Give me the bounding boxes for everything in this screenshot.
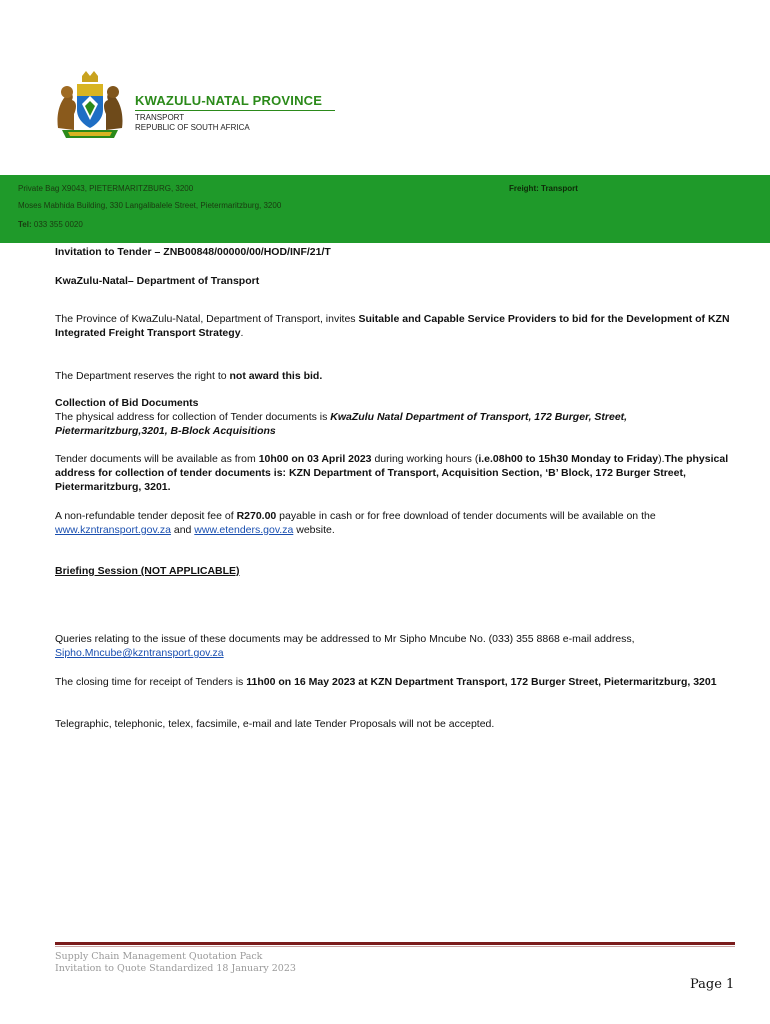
physical-address: Moses Mabhida Building, 330 Langalibalele Street, Pietermaritzburg, 3200 (18, 201, 282, 210)
availability-date: 10h00 on 03 April 2023 (258, 453, 372, 465)
address-band (0, 175, 770, 243)
deposit-text-a: A non-refundable tender deposit fee of (55, 510, 237, 522)
telephone-value: 033 355 0020 (31, 220, 83, 229)
brand-country: REPUBLIC OF SOUTH AFRICA (135, 123, 250, 132)
paragraph-invitation-bold: Suitable and Capable Service Providers to bid for the Development of KZN Integrated Freight Transport Strategy (55, 313, 730, 339)
availability-text-c: during working hours ( (371, 453, 479, 465)
deposit-text-d: and (170, 524, 195, 536)
telephone-label: Tel: (18, 220, 32, 229)
kzntransport-link[interactable]: www.kzntransport.gov.za (55, 524, 171, 536)
coat-of-arms-icon (52, 70, 128, 140)
brand-divider (135, 110, 335, 111)
deposit-text-c: payable in cash or for free download of tender documents will be available on the (276, 510, 656, 522)
paragraph-closing-time (55, 675, 735, 689)
brand-title: KWAZULU-NATAL PROVINCE (135, 93, 323, 108)
paragraph-availability (55, 452, 735, 494)
availability-address: The physical address for collection of tender documents is: KZN Department of Transport, Acquisition Section, ‘B’ Block, 172 Burger Street, Pietermaritzburg, 3201. (55, 453, 729, 493)
brand-block (135, 93, 335, 133)
deposit-text-e: website. (293, 524, 335, 536)
paragraph-collection-text: The physical address for collection of Tender documents is (55, 411, 331, 423)
closing-time-details: 11h00 on 16 May 2023 at KZN Department Transport, 172 Burger Street, Pietermaritzburg, 3201 (246, 676, 717, 688)
paragraph-invitation-text: The Province of KwaZulu-Natal, Department of Transport, invites (55, 313, 359, 325)
postal-address: Private Bag X9043, PIETERMARITZBURG, 3200 (18, 184, 194, 193)
page-number: Page 1 (690, 977, 735, 992)
telephone (18, 220, 83, 229)
availability-hours: i.e.08h00 to 15h30 Monday to Friday (478, 453, 659, 465)
footer-line-1: Supply Chain Management Quotation Pack (55, 951, 263, 962)
footer-divider (55, 942, 735, 945)
paragraph-collection (55, 410, 735, 438)
footer-line-2: Invitation to Quote Standardized 18 January 2023 (55, 963, 296, 974)
paragraph-collection-address: KwaZulu Natal Department of Transport, 172 Burger, Street, Pietermaritzburg,3201, B-Block Acquisitions (55, 411, 628, 437)
etenders-link[interactable]: www.etenders.gov.za (194, 524, 294, 536)
brand-department: TRANSPORT (135, 113, 185, 122)
contact-email-link[interactable]: Sipho.Mncube@kzntransport.gov.za (55, 647, 224, 659)
band-section-label: Freight: Transport (509, 184, 578, 193)
briefing-session-heading: Briefing Session (NOT APPLICABLE) (55, 565, 240, 577)
footer-text (55, 951, 296, 975)
paragraph-deposit (55, 509, 735, 537)
paragraph-reserve-bold: not award this bid. (229, 370, 323, 382)
paragraph-invitation-end: . (240, 327, 244, 339)
availability-text-a: Tender documents will be available as from (55, 453, 259, 465)
footer-divider-secondary (55, 946, 735, 947)
paragraph-queries (55, 632, 735, 660)
paragraph-reserve-right (55, 369, 735, 383)
deposit-amount: R270.00 (236, 510, 277, 522)
paragraph-reserve-text: The Department reserves the right to (55, 370, 230, 382)
department-heading: KwaZulu-Natal– Department of Transport (55, 275, 260, 287)
closing-text: The closing time for receipt of Tenders is (55, 676, 247, 688)
queries-text: Queries relating to the issue of these documents may be addressed to Mr Sipho Mncube No. (033) 355 8868 e-mail address, (55, 633, 635, 645)
paragraph-not-accepted: Telegraphic, telephonic, telex, facsimile, e-mail and late Tender Proposals will not be accepted. (55, 718, 495, 730)
availability-text-e: ). (658, 453, 665, 465)
tender-title: Invitation to Tender – ZNB00848/00000/00/HOD/INF/21/T (55, 246, 331, 258)
collection-heading: Collection of Bid Documents (55, 397, 199, 409)
paragraph-invitation (55, 312, 735, 340)
